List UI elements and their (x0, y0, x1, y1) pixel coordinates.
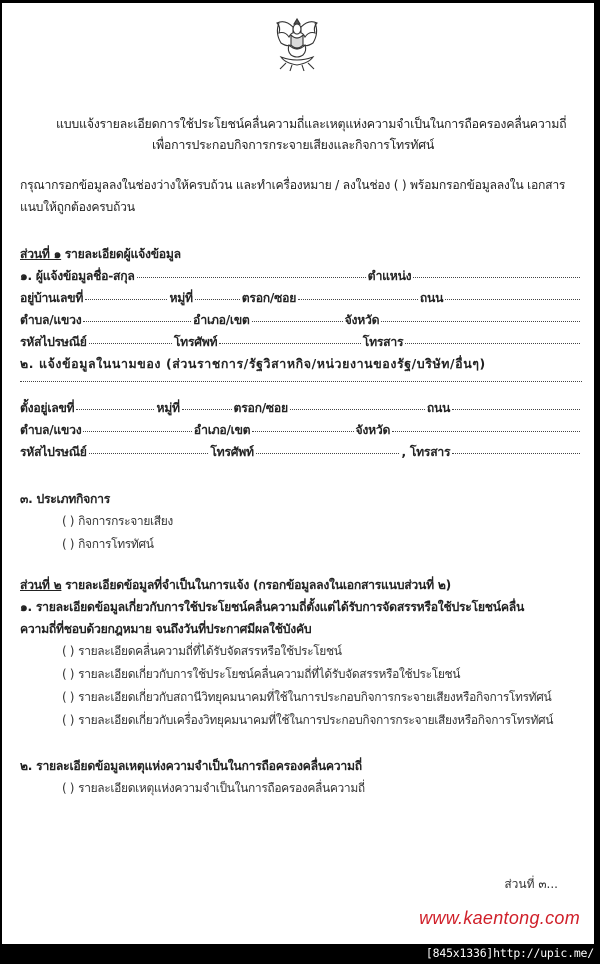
soi-field[interactable] (298, 299, 418, 300)
option-label: รายละเอียดเกี่ยวกับสถานีวิทยุคมนาคมที่ใช้ในการประกอบกิจการกระจายเสียงหรือกิจการโทรทัศน์ (78, 690, 552, 704)
q2-heading: ๒. แจ้งข้อมูลในนามของ (ส่วนราชการ/รัฐวิสาหกิจ/หน่วยงานของรัฐ/บริษัท/อื่นๆ) (20, 356, 486, 371)
q2-soi-field[interactable] (290, 409, 425, 410)
option-holding-necessity[interactable] (20, 777, 582, 800)
part2-q2-section (20, 755, 582, 800)
form-page (2, 3, 594, 944)
continued-to-part3: ส่วนที่ ๓... (504, 877, 558, 891)
checkbox[interactable]: ( ) (62, 644, 75, 658)
house-no-label: อยู่บ้านเลขที่ (20, 291, 84, 305)
location-label: ตั้งอยู่เลขที่ (20, 401, 75, 415)
p2-q1-heading-line1 (20, 596, 582, 618)
q1-locality-row (20, 309, 582, 331)
district-label: อำเภอ/เขต (193, 313, 250, 327)
q2-moo-label: หมู่ที่ (156, 401, 180, 415)
part2-section (20, 574, 582, 732)
p2-q1-heading-line2 (20, 618, 582, 640)
option-frequency-usage[interactable] (20, 663, 582, 686)
option-radio-broadcast[interactable] (20, 510, 582, 533)
subdistrict-label: ตำบล/แขวง (20, 313, 82, 327)
q2-phone-field[interactable] (256, 453, 400, 454)
p2-q2-heading-row (20, 755, 582, 777)
option-label: รายละเอียดเกี่ยวกับการใช้ประโยชน์คลื่นความถี่ที่ได้รับจัดสรรหรือใช้ประโยชน์ (78, 667, 461, 681)
image-host-stamp: [845x1336]http://upic.me/ (425, 946, 594, 960)
part2-heading-label: ส่วนที่ ๒ (20, 578, 62, 592)
part1-section (20, 243, 582, 463)
checkbox[interactable]: ( ) (62, 713, 75, 727)
moo-field[interactable] (195, 299, 240, 300)
q2-soi-label: ตรอก/ซอย (233, 401, 288, 415)
q3-heading-row (20, 488, 582, 510)
part1-heading (20, 243, 582, 265)
option-label: กิจการโทรทัศน์ (78, 537, 154, 551)
q3-heading: ๓. ประเภทกิจการ (20, 492, 111, 506)
q2-org-name-row (20, 375, 582, 397)
subdistrict-field[interactable] (83, 321, 191, 322)
option-radio-equipment[interactable] (20, 709, 582, 732)
q2-district-label: อำเภอ/เขต (193, 423, 251, 437)
q2-road-field[interactable] (452, 409, 580, 410)
position-field[interactable] (413, 277, 580, 278)
postcode-field[interactable] (89, 343, 172, 344)
q2-moo-field[interactable] (182, 409, 232, 410)
district-field[interactable] (252, 321, 343, 322)
checkbox[interactable]: ( ) (62, 667, 75, 681)
name-label: ๑. ผู้แจ้งข้อมูลชื่อ-สกุล (20, 269, 135, 283)
postcode-label: รหัสไปรษณีย์ (20, 335, 87, 349)
checkbox[interactable]: ( ) (62, 537, 75, 551)
option-label: รายละเอียดเกี่ยวกับเครื่องวิทยุคมนาคมที่ใช้ในการประกอบกิจการกระจายเสียงหรือกิจการโทรทัศน์ (78, 713, 554, 727)
q2-district-field[interactable] (252, 431, 353, 432)
q2-fax-label: , โทรสาร (401, 445, 451, 459)
garuda-emblem-icon (264, 15, 330, 73)
moo-label: หมู่ที่ (169, 291, 193, 305)
name-field[interactable] (137, 277, 366, 278)
option-television[interactable] (20, 533, 582, 556)
part1-heading-label: ส่วนที่ ๑ (20, 247, 62, 261)
q2-province-field[interactable] (392, 431, 580, 432)
road-label: ถนน (419, 291, 444, 305)
province-label: จังหวัด (344, 313, 380, 327)
p2-q1-heading-text2: ความถี่ที่ชอบด้วยกฎหมาย จนถึงวันที่ประกาศมีผลใช้บังคับ (20, 622, 312, 636)
q1-contact-row (20, 331, 582, 353)
soi-label: ตรอก/ซอย (241, 291, 297, 305)
part2-heading (20, 574, 582, 596)
image-host-band (0, 944, 600, 964)
road-field[interactable] (445, 299, 580, 300)
position-label: ตำแหน่ง (367, 269, 412, 283)
q1-name-row (20, 265, 582, 287)
q2-subdistrict-label: ตำบล/แขวง (20, 423, 82, 437)
province-field[interactable] (381, 321, 580, 322)
checkbox[interactable]: ( ) (62, 781, 75, 795)
part2-heading-title: รายละเอียดข้อมูลที่จำเป็นในการแจ้ง (กรอกข้อมูลลงในเอกสารแนบส่วนที่ ๒) (65, 578, 451, 592)
org-name-field[interactable] (20, 381, 582, 382)
house-no-field[interactable] (85, 299, 167, 300)
option-frequency-allocation[interactable] (20, 640, 582, 663)
q1-address-row (20, 287, 582, 309)
q2-heading-row (20, 353, 582, 375)
q2-phone-label: โทรศัพท์ (210, 445, 254, 459)
p2-q2-heading: ๒. รายละเอียดข้อมูลเหตุแห่งความจำเป็นในการถือครองคลื่นความถี่ (20, 759, 362, 773)
business-type-section (20, 488, 582, 556)
form-title-line1: แบบแจ้งรายละเอียดการใช้ประโยชน์คลื่นความถี่และเหตุแห่งความจำเป็นในการถือครองคลื่นความถี่ (56, 116, 567, 131)
option-label: รายละเอียดคลื่นความถี่ที่ได้รับจัดสรรหรือใช้ประโยชน์ (78, 644, 342, 658)
phone-field[interactable] (219, 343, 360, 344)
q2-contact-row (20, 441, 582, 463)
fax-field[interactable] (405, 343, 580, 344)
option-radio-station[interactable] (20, 686, 582, 709)
q2-road-label: ถนน (426, 401, 451, 415)
checkbox[interactable]: ( ) (62, 690, 75, 704)
q2-postcode-field[interactable] (89, 453, 209, 454)
form-title-line2: เพื่อการประกอบกิจการกระจายเสียงและกิจการโทรทัศน์ (152, 137, 435, 152)
option-label: รายละเอียดเหตุแห่งความจำเป็นในการถือครองคลื่นความถี่ (78, 781, 365, 795)
fax-label: โทรสาร (362, 335, 404, 349)
instructions-text: กรุณากรอกข้อมูลลงในช่องว่างให้ครบถ้วน และทำเครื่องหมาย / ลงในช่อง ( ) พร้อมกรอกข้อมูลลงใน เอกสารแนบให้ถูกต้องครบถ้วน (20, 178, 566, 214)
phone-label: โทรศัพท์ (173, 335, 218, 349)
q2-province-label: จังหวัด (355, 423, 391, 437)
checkbox[interactable]: ( ) (62, 514, 75, 528)
q2-address-row (20, 397, 582, 419)
q2-postcode-label: รหัสไปรษณีย์ (20, 445, 87, 459)
watermark-url: www.kaentong.com (419, 908, 580, 928)
location-field[interactable] (76, 409, 154, 410)
part1-heading-title: รายละเอียดผู้แจ้งข้อมูล (64, 247, 181, 261)
q2-subdistrict-field[interactable] (83, 431, 191, 432)
q2-locality-row (20, 419, 582, 441)
option-label: กิจการกระจายเสียง (78, 514, 173, 528)
q2-fax-field[interactable] (452, 453, 580, 454)
p2-q1-heading-text1: ๑. รายละเอียดข้อมูลเกี่ยวกับการใช้ประโยชน์คลื่นความถี่ตั้งแต่ได้รับการจัดสรรหรือใช้ประโยชน์คลื่น (20, 600, 525, 614)
